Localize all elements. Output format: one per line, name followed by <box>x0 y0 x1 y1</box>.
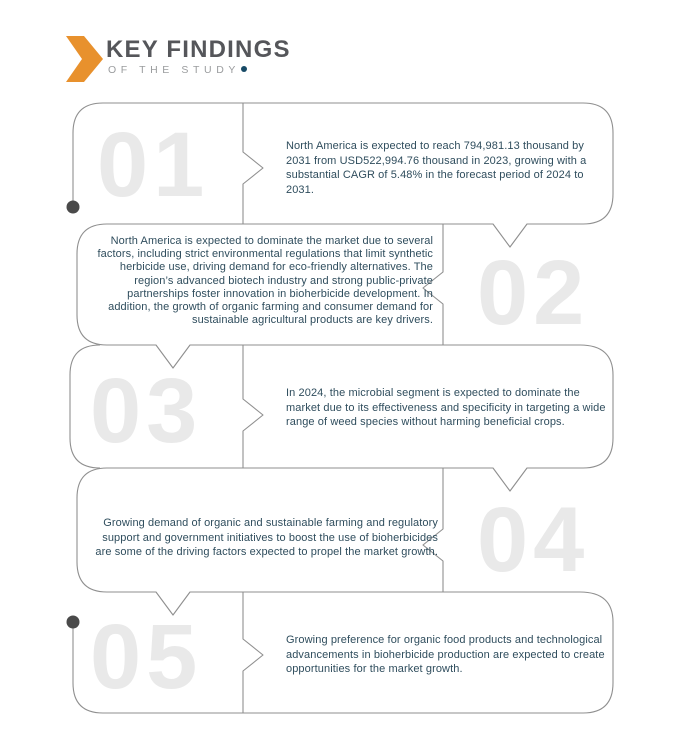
finding-number-5: 05 <box>90 606 203 708</box>
finding-number-3: 03 <box>90 360 203 462</box>
finding-text-1: North America is expected to reach 794,981.13 thousand by 2031 from USD522,994.76 thousand in 2023, growing with a substantial CAGR of 5.48% in the forecast period of 2024 to 2031. <box>286 140 587 196</box>
flow-end-dot <box>67 616 80 629</box>
page-subtitle: OF THE STUDY <box>108 64 247 76</box>
divider-1-chevron <box>243 103 263 224</box>
finding-text-4: Growing demand of organic and sustainable farming and regulatory support and government initiatives to boost the use of bioherbicides are some of the driving factors expected to propel the market growth. <box>95 517 438 559</box>
finding-number-1: 01 <box>97 114 210 216</box>
divider-5-chevron <box>243 592 263 713</box>
finding-text-2: North America is expected to dominate the market due to several factors, including strict environmental regulations that limit synthetic herbicide use, driving demand for eco-friendly alternatives. The region’s advanced biotech industry and strong public-private partnerships foster innovation in bioherbicide development. In addition, the growth of organic farming and consumer demand for sustainable agricultural products are key drivers. <box>97 235 433 327</box>
divider-3-chevron <box>243 345 263 468</box>
flow-start-dot <box>67 201 80 214</box>
finding-text-3: In 2024, the microbial segment is expected to dominate the market due to its effectiveness and specificity in targeting a wide range of weed species without harming beneficial crops. <box>286 387 606 429</box>
finding-text-5: Growing preference for organic food products and technological advancements in bioherbicide production are expected to create opportunities for the market growth. <box>286 634 605 676</box>
finding-number-2: 02 <box>477 242 590 344</box>
page-title: KEY FINDINGS <box>106 36 291 63</box>
finding-number-4: 04 <box>477 489 590 591</box>
